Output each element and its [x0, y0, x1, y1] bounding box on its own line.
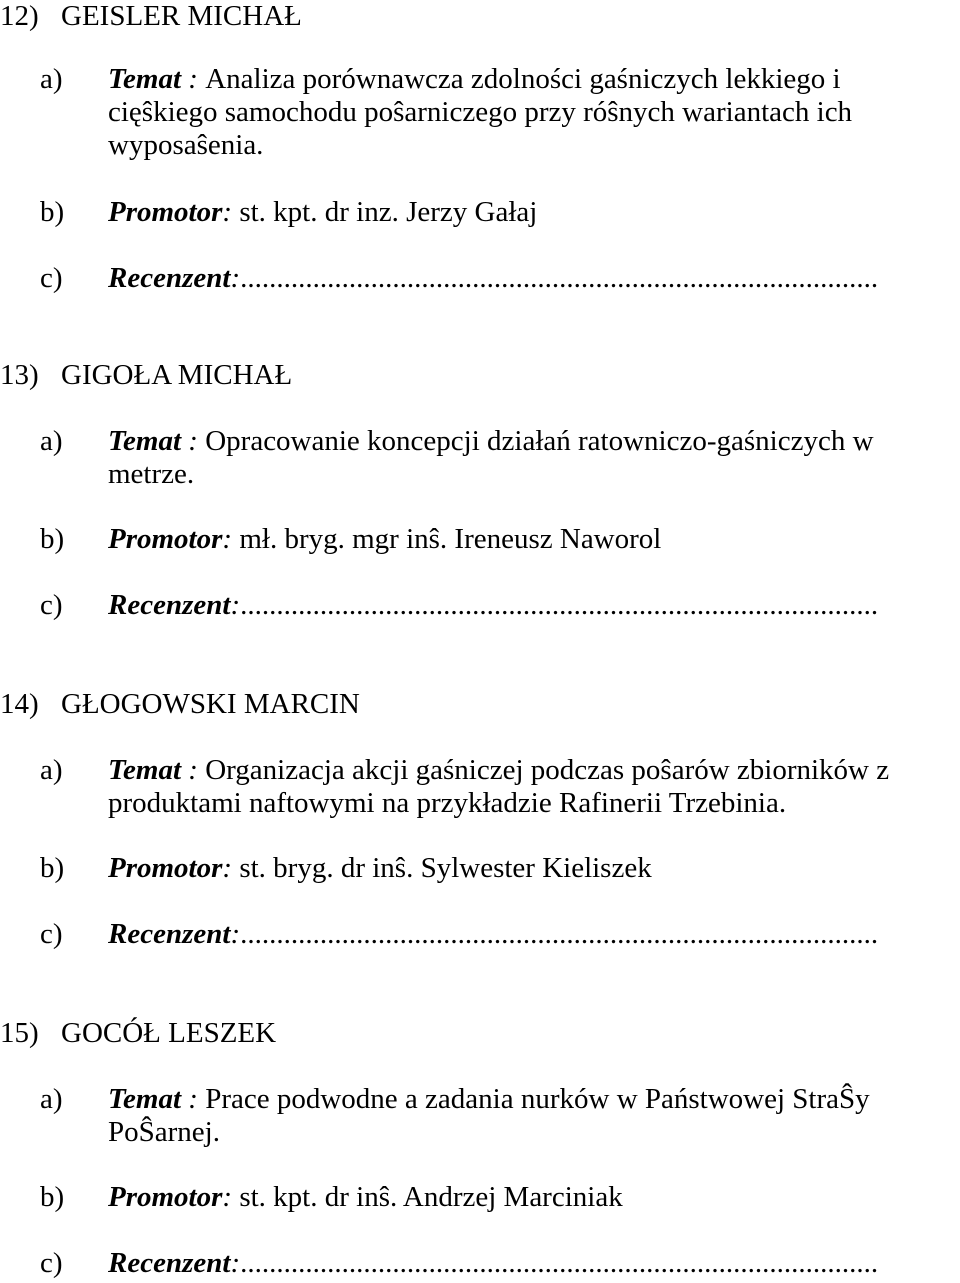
- recenzent-colon: :: [230, 262, 241, 294]
- promotor-colon: :: [222, 1181, 233, 1213]
- promotor-colon: :: [222, 523, 233, 555]
- recenzent-colon: :: [230, 918, 241, 950]
- recenzent-content: [108, 1247, 958, 1280]
- temat-colon: :: [181, 754, 206, 786]
- item-letter: a): [40, 1083, 63, 1115]
- entry-number: 13): [0, 359, 39, 391]
- temat-colon: :: [181, 425, 206, 457]
- item-letter: b): [40, 196, 65, 228]
- recenzent-dots: ........................................................................................: [240, 589, 879, 621]
- item-letter: b): [40, 1181, 65, 1213]
- item-letter: b): [40, 852, 65, 884]
- item-letter: c): [40, 1247, 63, 1279]
- promotor-label: Promotor: [108, 1181, 223, 1213]
- promotor-content: [108, 196, 948, 229]
- item-letter: c): [40, 589, 63, 621]
- student-name: GOCÓŁ LESZEK: [61, 1017, 277, 1049]
- promotor-text: st. bryg. dr inŝ. Sylwester Kieliszek: [239, 852, 652, 884]
- recenzent-colon: :: [230, 1247, 241, 1279]
- temat-label: Temat: [108, 1083, 182, 1115]
- promotor-label: Promotor: [108, 523, 223, 555]
- temat-colon: :: [181, 63, 206, 95]
- item-letter: c): [40, 262, 63, 294]
- promotor-label: Promotor: [108, 196, 223, 228]
- temat-content: [108, 754, 948, 820]
- recenzent-content: [108, 918, 958, 951]
- temat-text: Organizacja akcji gaśniczej podczas poŝarów zbiorników z produktami naftowymi na przykładzie Rafinerii Trzebinia.: [108, 754, 890, 819]
- temat-content: [108, 1083, 948, 1149]
- promotor-text: mł. bryg. mgr inŝ. Ireneusz Naworol: [239, 523, 662, 555]
- promotor-colon: :: [222, 852, 233, 884]
- recenzent-label: Recenzent: [108, 918, 231, 950]
- item-letter: a): [40, 425, 63, 457]
- student-name: GIGOŁA MICHAŁ: [61, 359, 293, 391]
- student-name: GŁOGOWSKI MARCIN: [61, 688, 360, 720]
- recenzent-colon: :: [230, 589, 241, 621]
- recenzent-label: Recenzent: [108, 262, 231, 294]
- item-letter: b): [40, 523, 65, 555]
- temat-content: [108, 425, 948, 491]
- entry-number: 15): [0, 1017, 39, 1049]
- recenzent-label: Recenzent: [108, 589, 231, 621]
- entry-number: 14): [0, 688, 39, 720]
- promotor-colon: :: [222, 196, 233, 228]
- temat-label: Temat: [108, 754, 182, 786]
- promotor-text: st. kpt. dr inz. Jerzy Gałaj: [239, 196, 538, 228]
- temat-colon: :: [181, 1083, 206, 1115]
- recenzent-content: [108, 589, 958, 622]
- promotor-text: st. kpt. dr inŝ. Andrzej Marciniak: [239, 1181, 623, 1213]
- recenzent-content: [108, 262, 958, 295]
- item-letter: a): [40, 754, 63, 786]
- item-letter: c): [40, 918, 63, 950]
- recenzent-label: Recenzent: [108, 1247, 231, 1279]
- temat-text: Prace podwodne a zadania nurków w Państwowej StraŜy PoŜarnej.: [108, 1083, 870, 1148]
- recenzent-dots: ........................................................................................: [240, 918, 879, 950]
- promotor-label: Promotor: [108, 852, 223, 884]
- promotor-content: [108, 852, 948, 885]
- promotor-content: [108, 523, 948, 556]
- temat-text: Opracowanie koncepcji działań ratowniczo-gaśniczych w metrze.: [108, 425, 874, 490]
- temat-label: Temat: [108, 425, 182, 457]
- temat-label: Temat: [108, 63, 182, 95]
- temat-content: [108, 63, 948, 162]
- recenzent-dots: ........................................................................................: [240, 262, 879, 294]
- student-name: GEISLER MICHAŁ: [61, 0, 302, 32]
- entry-number: 12): [0, 0, 39, 32]
- promotor-content: [108, 1181, 948, 1214]
- temat-text: Analiza porównawcza zdolności gaśniczych lekkiego i cięŝkiego samochodu poŝarniczego przy róŝnych wariantach ich wyposaŝenia.: [108, 63, 853, 161]
- item-letter: a): [40, 63, 63, 95]
- recenzent-dots: ........................................................................................: [240, 1247, 879, 1279]
